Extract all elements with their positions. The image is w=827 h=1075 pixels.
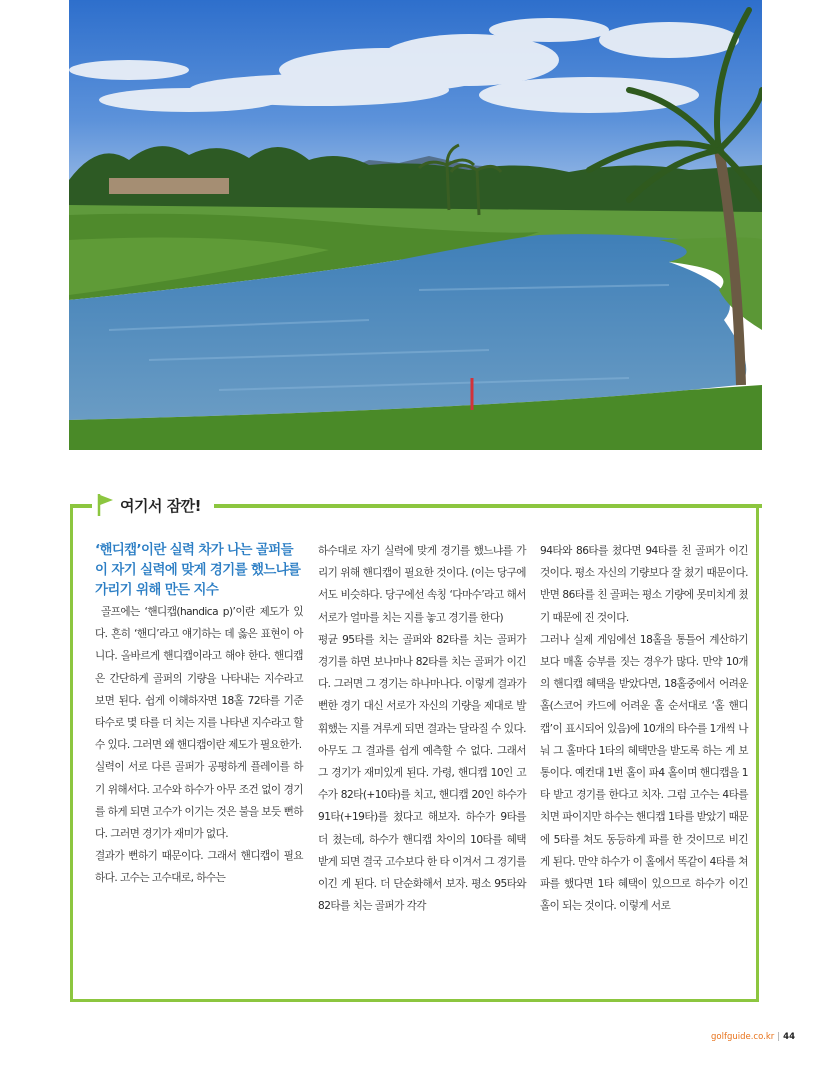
golf-course-lake-photo bbox=[69, 0, 762, 450]
page-number: 44 bbox=[783, 1032, 795, 1042]
paragraph: 실력이 서로 다른 골퍼가 공평하게 플레이를 하기 위해서다. 고수와 하수가 아무 조건 없이 경기를 하게 되면 고수가 이기는 것은 불을 보듯 뻔하다. 그러면 경기가 재미가 없다. bbox=[95, 761, 303, 841]
box-title-text: 여기서 잠깐! bbox=[120, 496, 202, 515]
box-title bbox=[96, 490, 201, 520]
paragraph: 그러나 실제 게임에선 18홀을 통틀어 계산하기보다 매홀 승부를 짓는 경우가 많다. 만약 10개의 핸디캡 혜택을 받았다면, 18홀중에서 어려운 홀(스코어 카드에 어려운 홀 순서대로 ‘홀 핸디캡’이 표시되어 있음)에 10개의 타수를 1개씩 나눠 그 홀마다 1타의 혜택만을 받도록 하는 게 보통이다. 예컨대 1번 홀이 파4 홀이며 핸디캡을 1타 받고 경기를 한다고 치자. 그럼 고수는 4타를 치면 파이지만 하수는 핸디캡 1타를 받았기 때문에 5타를 쳐도 동등하게 파를 한 것이므로 비긴 게 된다. 만약 하수가 이 홀에서 똑같이 4타를 쳐 파를 했다면 1타 혜택이 있으므로 하수가 이긴 홀이 되는 것이다. 이렇게 서로 bbox=[540, 633, 748, 913]
column-2 bbox=[318, 540, 526, 917]
page-footer bbox=[711, 1032, 795, 1042]
box-headline: ‘핸디캡’이란 실력 차가 나는 골퍼들이 자기 실력에 맞게 경기를 했느냐를 가리기 위해 만든 지수 bbox=[95, 543, 301, 598]
paragraph: 평균 95타를 치는 골퍼와 82타를 치는 골퍼가 경기를 하면 보나마나 82타를 치는 골퍼가 이긴다. 그러면 그 경기는 하나마나다. 이렇게 결과가 뻔한 경기 대신 서로가 자신의 기량을 제대로 발휘했는 지를 겨루게 되면 결과는 달라질 수 있다. 아무도 그 결과를 쉽게 예측할 수 없다. 그래서 그 경기가 재미있게 된다. 가령, 핸디캡 10인 고수가 82타(+10타)를 치고, 핸디캡 20인 하수가 91타(+19타)를 쳤다고 해보자. 하수가 9타를 더 쳤는데, 하수가 핸디캡 차이의 10타를 혜택 받게 되면 결국 고수보다 한 타 이겨서 그 경기를 이긴 게 된다. 더 단순화해서 보자. 평소 95타와 82타를 치는 골퍼가 각각 bbox=[318, 633, 526, 913]
golf-flag-icon bbox=[96, 492, 114, 518]
column-1 bbox=[95, 541, 303, 890]
paragraph: 골프에는 ‘핸디캡(handica p)’이란 제도가 있다. 흔히 ‘핸디’라고 얘기하는 데 옳은 표현이 아니다. 올바르게 핸디캡이라고 해야 한다. 핸디캡은 간단하게 골퍼의 기량을 나타내는 지수라고 보면 된다. 쉽게 이해하자면 18홀 72타를 기준 타수로 몇 타를 더 치는 지를 나타낸 지수라고 할 수 있다. 그러면 왜 핸디캡이란 제도가 필요한가. bbox=[95, 606, 303, 752]
paragraph: 결과가 뻔하기 때문이다. 그래서 핸디캡이 필요하다. 고수는 고수대로, 하수는 bbox=[95, 850, 303, 885]
column-3 bbox=[540, 540, 748, 917]
paragraph: 하수대로 자기 실력에 맞게 경기를 했느냐를 가리기 위해 핸디캡이 필요한 것이다. (이는 당구에서도 비슷하다. 당구에선 속칭 ‘다마수’라고 해서 서로가 얼마를 치는 지를 놓고 경기를 한다) bbox=[318, 545, 526, 624]
footer-site-link[interactable]: golfguide.co.kr bbox=[711, 1032, 775, 1042]
paragraph: 94타와 86타를 쳤다면 94타를 친 골퍼가 이긴 것이다. 평소 자신의 기량보다 잘 쳤기 때문이다. 반면 86타를 친 골퍼는 평소 기량에 못미치게 쳤기 때문에 진 것이다. bbox=[540, 545, 748, 624]
footer-separator: | bbox=[777, 1032, 781, 1042]
hero-photo bbox=[69, 0, 762, 450]
